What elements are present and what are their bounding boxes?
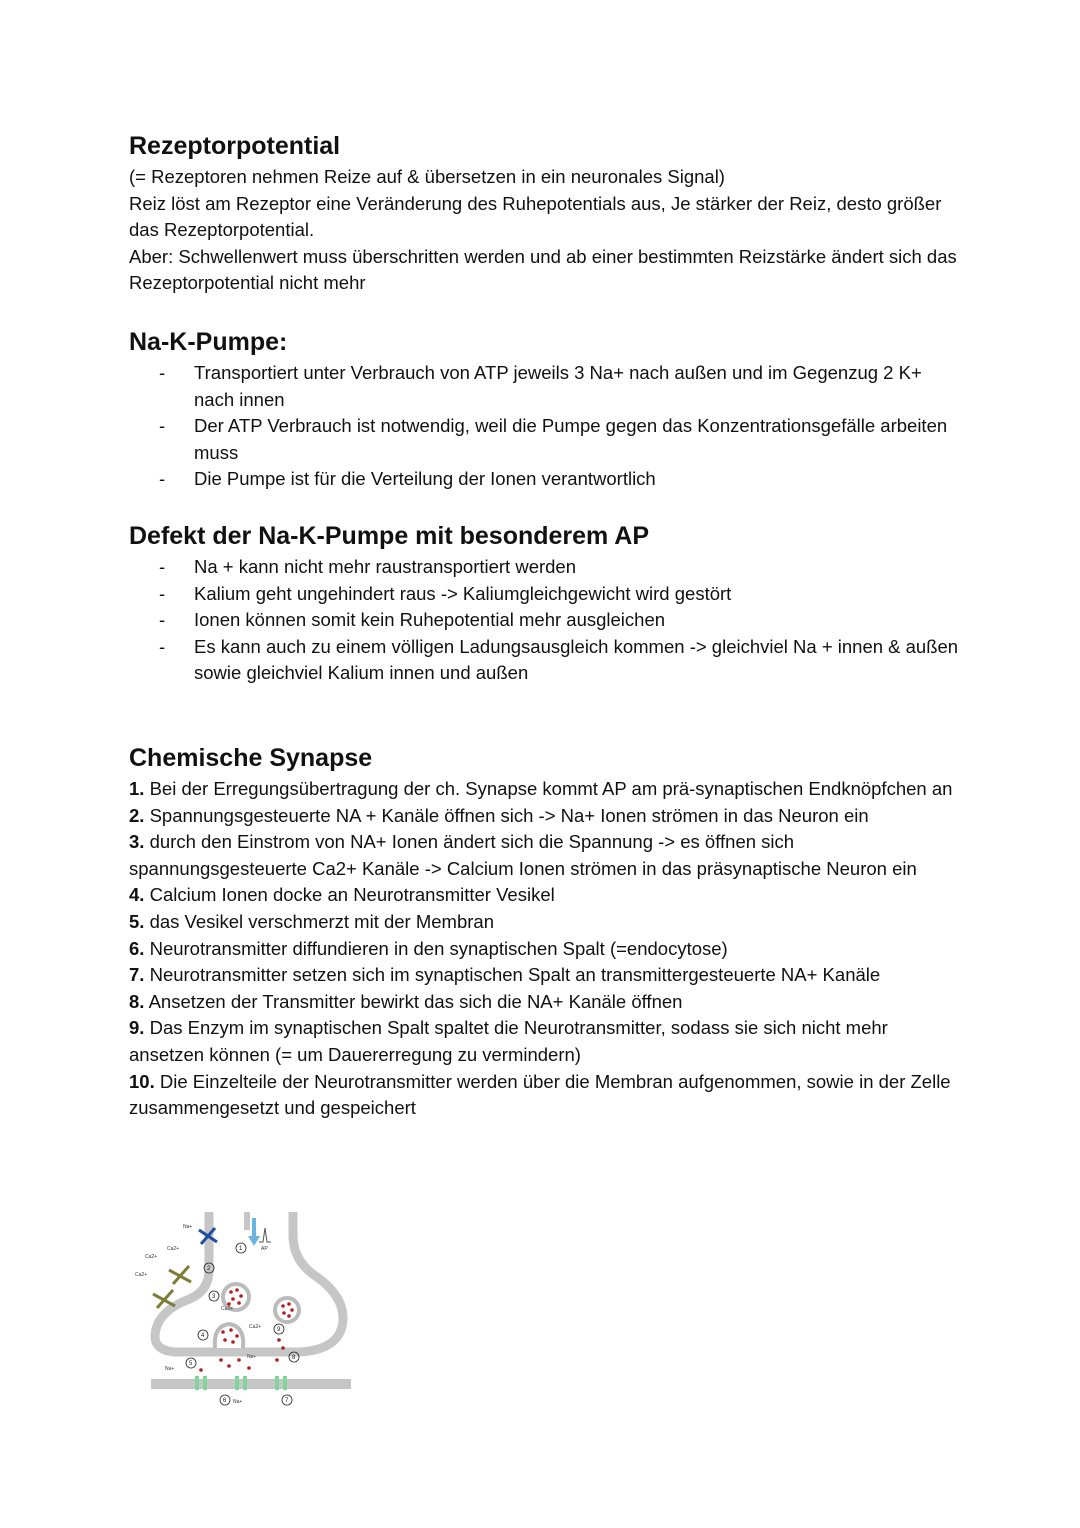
list-item-text: Es kann auch zu einem völligen Ladungsausgleich kommen -> gleichviel Na + innen & außen sowie gleichviel Kalium innen und außen bbox=[194, 635, 959, 684]
step-text: durch den Einstrom von NA+ Ionen ändert sich die Spannung -> es öffnen sich spannungsgesteuerte Ca2+ Kanäle -> Calcium Ionen strömen in das präsynaptische Neuron ein bbox=[129, 831, 917, 879]
heading-na-k-pumpe: Na-K-Pumpe: bbox=[129, 328, 288, 356]
step-text: Spannungsgesteuerte NA + Kanäle öffnen sich -> Na+ Ionen strömen in das Neuron ein bbox=[149, 804, 869, 826]
ca-label: Ca2+ bbox=[221, 1306, 234, 1312]
list-item: - Der ATP Verbrauch ist notwendig, weil die Pumpe gegen das Konzentrationsgefälle arbeiten muss bbox=[159, 415, 948, 463]
presynaptic-membrane bbox=[155, 1212, 343, 1352]
step-number: 4. bbox=[129, 884, 145, 906]
step-text: Ansetzen der Transmitter bewirkt das sich die NA+ Kanäle öffnen bbox=[148, 990, 683, 1012]
synapse-diagram-svg bbox=[129, 1200, 364, 1410]
step-marker-9: 9 bbox=[277, 1327, 281, 1333]
step-text: Calcium Ionen docke an Neurotransmitter Vesikel bbox=[149, 884, 555, 906]
paragraph-line: Aber: Schwellenwert muss überschritten werden und ab einer bestimmten Reizstärke ändert sich das Rezeptorpotential nicht mehr bbox=[129, 245, 957, 294]
paragraph-line: Reiz löst am Rezeptor eine Veränderung des Ruhepotentials aus, Je stärker der Reiz, desto größer das Rezeptorpotential. bbox=[129, 192, 942, 241]
step-text: Neurotransmitter setzen sich im synaptischen Spalt an transmittergesteuerte NA+ Kanäle bbox=[149, 964, 881, 986]
step-number: 9. bbox=[129, 1017, 145, 1039]
step-number: 1. bbox=[129, 778, 145, 799]
vesicle-icon bbox=[215, 1324, 243, 1348]
synapse-diagram bbox=[129, 1200, 364, 1410]
list-item-text: Die Pumpe ist für die Verteilung der Ionen verantwortlich bbox=[194, 468, 656, 490]
section-chemische-synapse bbox=[129, 740, 959, 1122]
step-number: 6. bbox=[129, 937, 145, 959]
step-number: 2. bbox=[129, 804, 145, 826]
step-marker-7: 7 bbox=[285, 1398, 289, 1404]
list-item bbox=[129, 803, 959, 830]
step-marker-1: 1 bbox=[239, 1246, 243, 1252]
section-na-k-pumpe bbox=[129, 324, 959, 493]
numbered-list bbox=[129, 776, 959, 1122]
list-item: - Kalium geht ungehindert raus -> Kaliumgleichgewicht wird gestört bbox=[159, 582, 732, 604]
step-number: 7. bbox=[129, 964, 145, 986]
list-item-text: Der ATP Verbrauch ist notwendig, weil die Pumpe gegen das Konzentrationsgefälle arbeiten muss bbox=[194, 415, 948, 463]
ap-arrowhead bbox=[248, 1236, 260, 1246]
step-number: 8. bbox=[129, 990, 145, 1012]
bullet-list bbox=[129, 554, 959, 687]
na-label: Na+ bbox=[183, 1224, 193, 1230]
list-item: - Ionen können somit kein Ruhepotential mehr ausgleichen bbox=[159, 609, 666, 631]
list-item bbox=[129, 1069, 959, 1122]
ca-label: Ca2+ bbox=[135, 1272, 148, 1278]
step-marker-8: 8 bbox=[292, 1355, 296, 1361]
step-text: Bei der Erregungsübertragung der ch. Synapse kommt AP am prä-synaptischen Endknöpfchen an bbox=[149, 778, 953, 799]
list-item bbox=[129, 829, 959, 882]
list-item bbox=[129, 909, 959, 936]
na-label: Na+ bbox=[233, 1399, 243, 1405]
step-text: Neurotransmitter diffundieren in den synaptischen Spalt (=endocytose) bbox=[149, 937, 728, 959]
list-item bbox=[129, 962, 959, 989]
step-text: das Vesikel verschmerzt mit der Membran bbox=[149, 910, 494, 932]
step-number: 3. bbox=[129, 831, 145, 853]
step-number: 10. bbox=[129, 1070, 155, 1092]
list-item-text: Kalium geht ungehindert raus -> Kaliumgleichgewicht wird gestört bbox=[194, 582, 732, 604]
step-marker-5: 5 bbox=[189, 1361, 193, 1367]
heading-chemische-synapse: Chemische Synapse bbox=[129, 744, 373, 772]
list-item-text: Ionen können somit kein Ruhepotential mehr ausgleichen bbox=[194, 609, 666, 631]
na-label: Na+ bbox=[247, 1354, 257, 1360]
list-item bbox=[129, 936, 959, 963]
step-marker-4: 4 bbox=[201, 1333, 205, 1339]
step-number: 5. bbox=[129, 910, 145, 932]
list-item: - Na + kann nicht mehr raustransportiert werden bbox=[159, 556, 577, 577]
paragraph-line: (= Rezeptoren nehmen Reize auf & übersetzen in ein neuronales Signal) bbox=[129, 166, 725, 187]
list-item: - Es kann auch zu einem völligen Ladungsausgleich kommen -> gleichviel Na + innen & außen sowie gleichviel Kalium innen und außen bbox=[159, 635, 959, 684]
list-item bbox=[129, 1015, 959, 1068]
list-item-text: Na + kann nicht mehr raustransportiert werden bbox=[194, 556, 577, 577]
ap-label: AP bbox=[261, 1246, 268, 1252]
ca-label: Ca2+ bbox=[145, 1254, 158, 1260]
step-marker-6: 6 bbox=[223, 1398, 227, 1404]
ca-label: Ca2+ bbox=[249, 1324, 262, 1330]
list-item bbox=[129, 882, 959, 909]
step-text: Die Einzelteile der Neurotransmitter werden über die Membran aufgenommen, sowie in der Zelle zusammengesetzt und gespeichert bbox=[129, 1070, 951, 1119]
list-item-text: Transportiert unter Verbrauch von ATP jeweils 3 Na+ nach außen und im Gegenzug 2 K+ nach innen bbox=[194, 362, 922, 410]
section-defekt bbox=[129, 518, 959, 687]
step-marker-3: 3 bbox=[212, 1294, 216, 1300]
na-label: Na+ bbox=[165, 1366, 175, 1372]
ca-label: Ca2+ bbox=[167, 1246, 180, 1252]
list-item: - Transportiert unter Verbrauch von ATP jeweils 3 Na+ nach außen und im Gegenzug 2 K+ nach innen bbox=[159, 362, 922, 410]
bullet-list bbox=[129, 360, 959, 493]
list-item bbox=[129, 776, 959, 803]
section-rezeptorpotential bbox=[129, 128, 959, 297]
list-item: - Die Pumpe ist für die Verteilung der Ionen verantwortlich bbox=[159, 468, 656, 490]
vesicle-icon bbox=[275, 1298, 299, 1322]
step-text: Das Enzym im synaptischen Spalt spaltet die Neurotransmitter, sodass sie sich nicht mehr ansetzen können (= um Dauererregung zu vermindern) bbox=[129, 1017, 888, 1065]
ap-spike-icon bbox=[259, 1228, 271, 1242]
list-item bbox=[129, 989, 959, 1016]
step-marker-2: 2 bbox=[207, 1266, 211, 1272]
heading-rezeptorpotential: Rezeptorpotential bbox=[129, 132, 341, 160]
heading-defekt: Defekt der Na-K-Pumpe mit besonderem AP bbox=[129, 522, 650, 550]
